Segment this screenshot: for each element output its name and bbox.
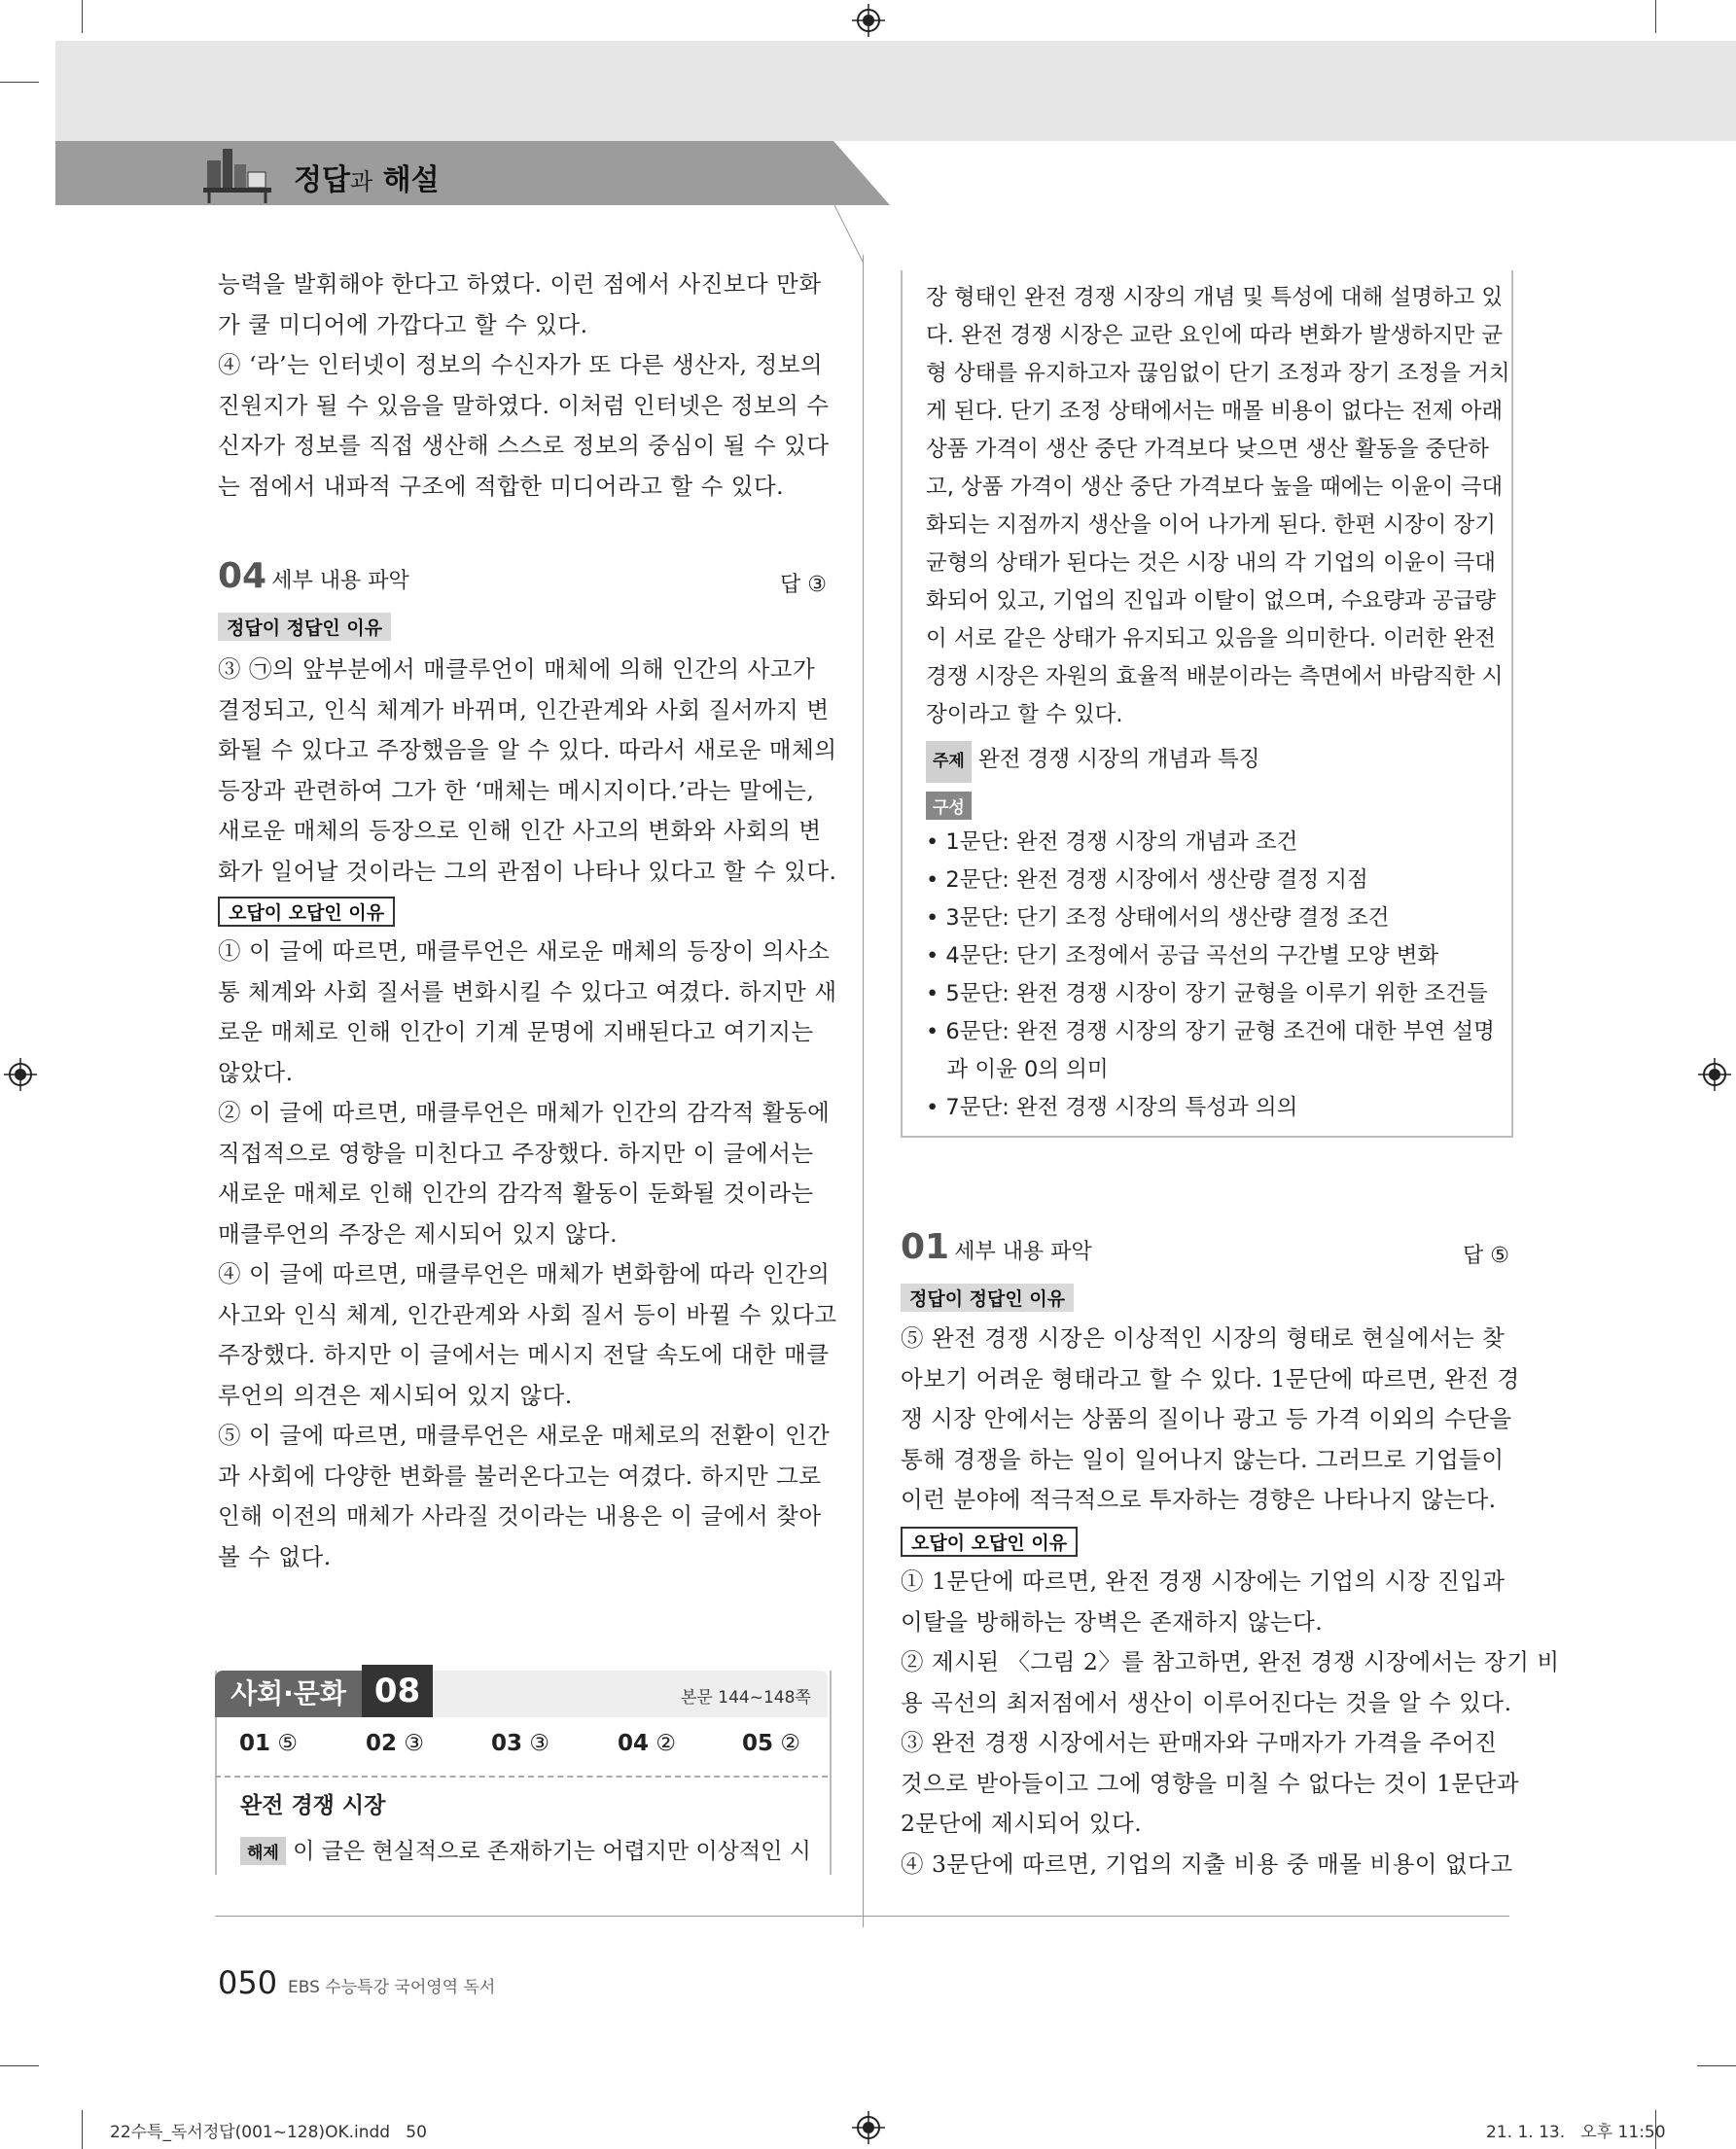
- text-line: 등장과 관련하여 그가 한 ‘매체는 메시지이다.’라는 말에는,: [218, 776, 815, 804]
- lesson-pages: 본문 144~148쪽: [681, 1688, 811, 1708]
- text-line: 볼 수 없다.: [218, 1542, 332, 1570]
- text-line: 이런 분야에 적극적으로 투자하는 경향은 나타나지 않는다.: [901, 1486, 1497, 1513]
- answer-item: [491, 1731, 549, 1756]
- text-line: ① 1문단에 따르면, 완전 경쟁 시장에는 기업의 시장 진입과: [901, 1568, 1506, 1595]
- wrong-reason-label: [218, 897, 395, 927]
- answer-value: ③: [529, 1731, 549, 1756]
- text-line: 신자가 정보를 직접 생산해 스스로 정보의 중심이 될 수 있다: [218, 432, 830, 459]
- q04-correct-text: [218, 650, 837, 892]
- text-line: 다. 완전 경쟁 시장은 교란 요인에 따라 변화가 발생하지만 균: [926, 323, 1504, 348]
- desc-tag: 해제: [240, 1837, 286, 1865]
- badge: 정답이 정답인 이유: [218, 613, 391, 641]
- text-line: 것으로 받아들이고 그에 영향을 미칠 수 없다는 것이 1문단과: [901, 1769, 1520, 1797]
- text-line: 게 된다. 단기 조정 상태에서는 매몰 비용이 없다는 전제 아래: [926, 399, 1504, 424]
- question-answer: 답 ⑤: [1463, 1244, 1509, 1268]
- answer-num: 02: [366, 1731, 398, 1756]
- text-line: 통 체계와 사회 질서를 변화시킬 수 있다고 여겼다. 하지만 새: [218, 977, 837, 1005]
- question-01-heading: [901, 1227, 1509, 1267]
- text-line: ⑤ 완전 경쟁 시장은 이상적인 시장의 형태로 현실에서는 찾: [901, 1324, 1506, 1352]
- header-tab: [55, 141, 890, 205]
- answer-item: [366, 1731, 424, 1756]
- answer-value: ③: [404, 1731, 424, 1756]
- answer-num: 04: [618, 1731, 650, 1756]
- registration-mark-icon: [1698, 1058, 1731, 1091]
- list-item: • 2문단: 완전 경쟁 시장에서 생산량 결정 지점: [926, 867, 1368, 893]
- summary-text: [926, 279, 1510, 734]
- text-line: 가 쿨 미디어에 가깝다고 할 수 있다.: [218, 310, 588, 338]
- text-line: 화되어 있고, 기업의 진입과 이탈이 없으며, 수요량과 공급량: [926, 588, 1497, 614]
- badge: 정답이 정답인 이유: [901, 1284, 1074, 1312]
- question-title: 세부 내용 파악: [954, 1240, 1092, 1264]
- desk-lamp-icon: [199, 141, 277, 205]
- text-line: 새로운 매체로 인해 인간의 감각적 활동이 둔화될 것이라는: [218, 1180, 814, 1207]
- answer-item: [239, 1731, 298, 1756]
- text-line: 형 상태를 유지하고자 끊임없이 단기 조정과 장기 조정을 거치: [926, 361, 1510, 386]
- text-line: 인해 이전의 매체가 사라질 것이라는 내용은 이 글에서 찾아: [218, 1502, 822, 1530]
- header-band: [55, 41, 1736, 141]
- crop-mark: [1655, 0, 1656, 33]
- question-number: 04: [218, 556, 267, 596]
- text-line: 화되는 지점까지 생산을 이어 나가게 된다. 한편 시장이 장기: [926, 512, 1497, 538]
- text-line: 고, 상품 가격이 생산 중단 가격보다 높을 때에는 이윤이 극대: [926, 475, 1504, 500]
- list-item: 과 이윤 0의 의미: [926, 1057, 1109, 1082]
- dashed-divider: [215, 1776, 828, 1778]
- crop-mark: [0, 2065, 39, 2066]
- answer-value: ②: [655, 1731, 676, 1756]
- column-divider: [863, 255, 864, 1927]
- text-line: 루언의 의견은 제시되어 있지 않다.: [218, 1381, 573, 1409]
- answer-value: ⑤: [277, 1731, 298, 1756]
- text-line: ③ 완전 경쟁 시장에서는 판매자와 구매자가 가격을 주어진: [901, 1729, 1498, 1756]
- badge: 오답이 오답인 이유: [218, 897, 395, 927]
- header-title-end: 해설: [382, 163, 440, 197]
- slug-filename: 22수특_독서정답(001~128)OK.indd 50: [110, 2123, 427, 2142]
- text-line: ② 이 글에 따르면, 매클루언은 매체가 인간의 감각적 활동에: [218, 1099, 831, 1126]
- text-line: 결정되고, 인식 체계가 바뀌며, 인간관계와 사회 질서까지 변: [218, 695, 830, 723]
- structure-tag: 구성: [926, 792, 972, 820]
- text-line: 장 형태인 완전 경쟁 시장의 개념 및 특성에 대해 설명하고 있: [926, 285, 1504, 310]
- question-title: 세부 내용 파악: [271, 569, 409, 593]
- page-header-title: [294, 156, 440, 198]
- text-line: 화될 수 있다고 주장했음을 알 수 있다. 따라서 새로운 매체의: [218, 736, 837, 763]
- text-line: ④ 이 글에 따르면, 매클루언은 매체가 변화함에 따라 인간의: [218, 1260, 831, 1287]
- lesson-number: 08: [362, 1665, 433, 1717]
- q01-wrong-text: [901, 1562, 1560, 1885]
- text-line: 균형의 상태가 된다는 것은 시장 내의 각 기업의 이윤이 극대: [926, 550, 1497, 576]
- registration-mark-icon: [852, 4, 885, 37]
- text-line: 않았다.: [218, 1058, 294, 1086]
- badge: 오답이 오답인 이유: [901, 1527, 1078, 1557]
- list-item: • 4문단: 단기 조정에서 공급 곡선의 구간별 모양 변화: [926, 943, 1439, 969]
- text-line: ⑤ 이 글에 따르면, 매클루언은 새로운 매체로의 전환이 인간: [218, 1422, 831, 1449]
- list-item: • 5문단: 완전 경쟁 시장이 장기 균형을 이루기 위한 조건들: [926, 981, 1488, 1006]
- answer-num: 01: [239, 1731, 271, 1756]
- text-line: 화가 일어날 것이라는 그의 관점이 나타나 있다고 할 수 있다.: [218, 857, 837, 885]
- question-04-heading: [218, 556, 827, 596]
- list-item: • 6문단: 완전 경쟁 시장의 장기 균형 조건에 대한 부연 설명: [926, 1019, 1495, 1044]
- lesson-subject: 사회·문화: [215, 1671, 362, 1717]
- registration-mark-icon: [852, 2111, 885, 2144]
- crop-mark: [1697, 2065, 1736, 2066]
- text-line: 이탈을 방해하는 장벽은 존재하지 않는다.: [901, 1607, 1324, 1636]
- theme-text: 완전 경쟁 시장의 개념과 특징: [978, 747, 1260, 772]
- text-line: 매클루언의 주장은 제시되어 있지 않다.: [218, 1219, 619, 1248]
- answer-num: 03: [491, 1731, 523, 1756]
- text-line: 쟁 시장 안에서는 상품의 질이나 광고 등 가격 이외의 수단을: [901, 1405, 1512, 1432]
- desc-text: 이 글은 현실적으로 존재하기는 어렵지만 이상적인 시: [293, 1839, 811, 1864]
- text-line: 장이라고 할 수 있다.: [926, 702, 1123, 727]
- registration-mark-icon: [4, 1058, 37, 1091]
- crop-mark: [82, 2110, 83, 2149]
- answer-item: [618, 1731, 676, 1756]
- text-line: 이 서로 같은 상태가 유지되고 있음을 의미한다. 이러한 완전: [926, 626, 1497, 652]
- correct-reason-label: [218, 613, 391, 641]
- text-line: 직접적으로 영향을 미친다고 주장했다. 하지만 이 글에서는: [218, 1139, 814, 1167]
- list-item: • 7문단: 완전 경쟁 시장의 특성과 의의: [926, 1095, 1298, 1120]
- correct-reason-label: [901, 1284, 1074, 1312]
- lesson-title: 완전 경쟁 시장: [240, 1793, 386, 1818]
- theme-tag: 주제: [926, 741, 972, 783]
- structure-list: [926, 824, 1495, 1127]
- answer-num: 05: [742, 1731, 774, 1756]
- book-title: EBS 수능특강 국어영역 독서: [288, 1978, 496, 1997]
- lesson-description: [240, 1833, 811, 1865]
- structure-tag-row: [926, 792, 972, 820]
- header-title-mid: 과: [349, 168, 373, 195]
- theme-row: [926, 741, 1259, 783]
- header-title-main: 정답: [294, 163, 350, 197]
- text-line: 통해 경쟁을 하는 일이 일어나지 않는다. 그러므로 기업들이: [901, 1445, 1505, 1473]
- answer-value: ②: [780, 1731, 800, 1756]
- list-item: • 3문단: 단기 조정 상태에서의 생산량 결정 조건: [926, 905, 1390, 931]
- text-line: 경쟁 시장은 자원의 효율적 배분이라는 측면에서 바람직한 시: [926, 664, 1504, 689]
- wrong-reason-label: [901, 1527, 1078, 1557]
- text-line: ① 이 글에 따르면, 매클루언은 새로운 매체의 등장이 의사소: [218, 937, 831, 965]
- question-number: 01: [901, 1227, 950, 1267]
- crop-mark: [82, 0, 83, 33]
- text-line: 진원지가 될 수 있음을 말하였다. 이처럼 인터넷은 정보의 수: [218, 391, 830, 419]
- text-line: 2문단에 제시되어 있다.: [901, 1810, 1143, 1837]
- header-diagonal: [834, 205, 864, 264]
- left-intro-text: [218, 264, 830, 507]
- slug-datetime: 21. 1. 13. 오후 11:50: [1486, 2123, 1666, 2142]
- text-line: 과 사회에 다양한 변화를 불러온다고는 여겼다. 하지만 그로: [218, 1462, 822, 1490]
- page-number: 050: [218, 1964, 278, 2001]
- text-line: 주장했다. 하지만 이 글에서는 메시지 전달 속도에 대한 매클: [218, 1341, 830, 1368]
- text-line: 용 곡선의 최저점에서 생산이 이루어진다는 것을 알 수 있다.: [901, 1688, 1512, 1716]
- text-line: 로운 매체로 인해 인간이 기계 문명에 지배된다고 여기지는: [218, 1018, 814, 1045]
- answer-item: [742, 1731, 800, 1756]
- text-line: ② 제시된 〈그림 2〉를 참고하면, 완전 경쟁 시장에서는 장기 비: [901, 1648, 1560, 1675]
- text-line: 아보기 어려운 형태라고 할 수 있다. 1문단에 따르면, 완전 경: [901, 1364, 1520, 1392]
- text-line: 새로운 매체의 등장으로 인해 인간 사고의 변화와 사회의 변: [218, 817, 822, 844]
- text-line: 상품 가격이 생산 중단 가격보다 낮으면 생산 활동을 중단하: [926, 437, 1489, 462]
- q04-wrong-text: [218, 932, 837, 1577]
- footer-rule: [215, 1916, 1509, 1917]
- text-line: 능력을 발휘해야 한다고 하였다. 이런 점에서 사진보다 만화: [218, 270, 822, 298]
- text-line: 는 점에서 내파적 구조에 적합한 미디어라고 할 수 있다.: [218, 472, 785, 500]
- text-line: ③ ㉠의 앞부분에서 매클루언이 매체에 의해 인간의 사고가: [218, 655, 816, 683]
- text-line: ④ 3문단에 따르면, 기업의 지출 비용 중 매몰 비용이 없다고: [901, 1850, 1513, 1878]
- question-answer: 답 ③: [780, 573, 827, 597]
- crop-mark: [0, 82, 39, 83]
- text-line: ④ ‘라’는 인터넷이 정보의 수신자가 또 다른 생산자, 정보의: [218, 351, 824, 378]
- text-line: 사고와 인식 체계, 인간관계와 사회 질서 등이 바뀔 수 있다고: [218, 1300, 837, 1328]
- list-item: • 1문단: 완전 경쟁 시장의 개념과 조건: [926, 829, 1298, 855]
- q01-correct-text: [901, 1319, 1520, 1521]
